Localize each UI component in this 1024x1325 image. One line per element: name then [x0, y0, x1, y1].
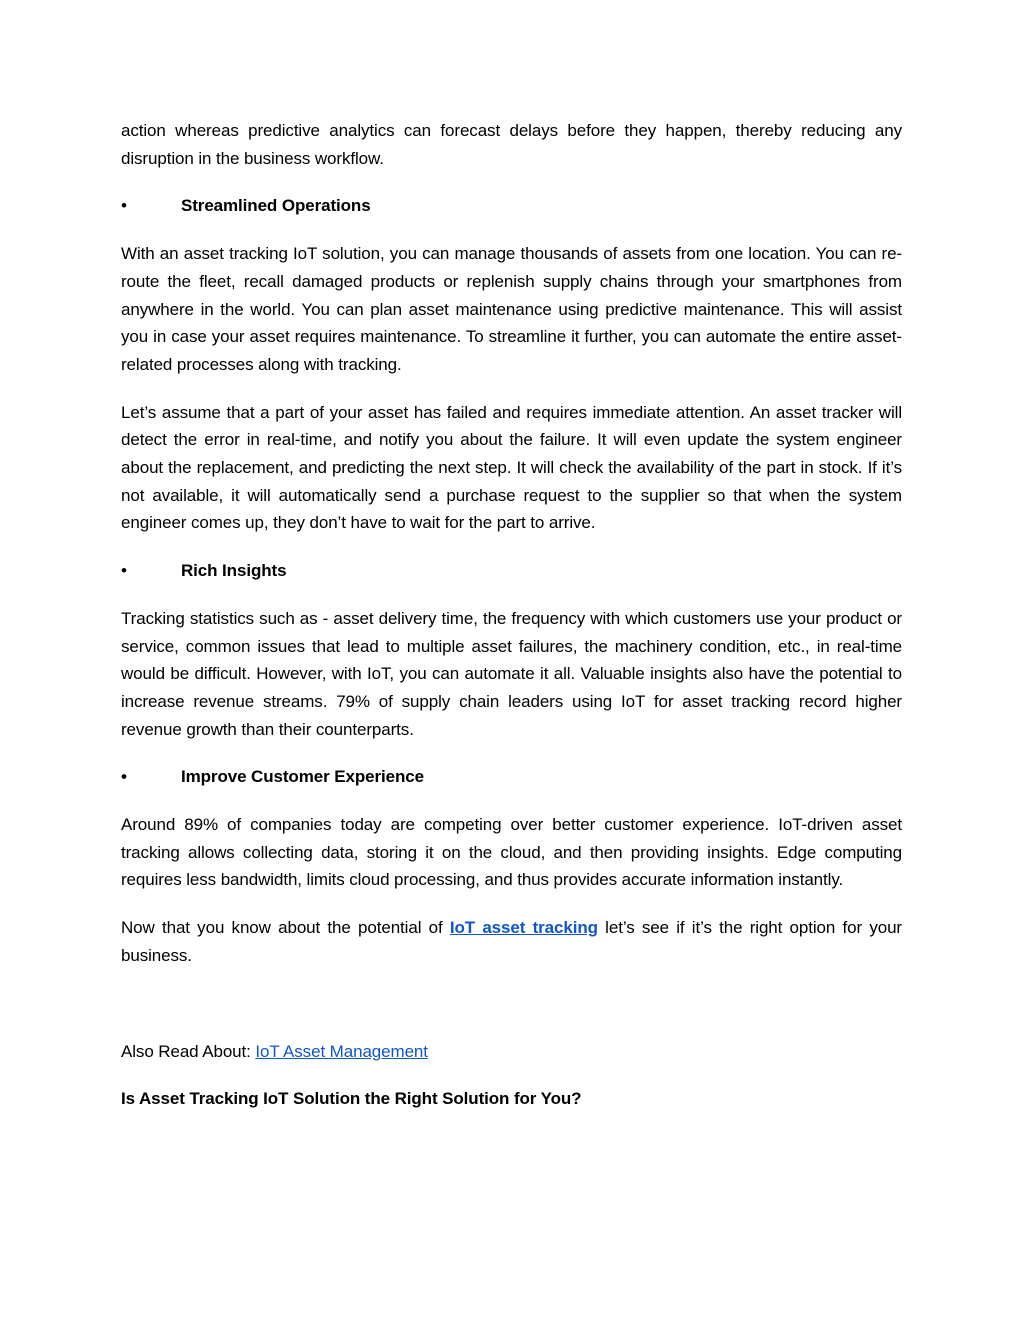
also-read-line	[121, 1038, 902, 1066]
bullet-icon: •	[121, 196, 127, 216]
spacer	[121, 990, 902, 1038]
bullet-customer-experience	[121, 763, 902, 791]
iot-asset-tracking-link[interactable]: IoT asset tracking	[449, 918, 598, 938]
paragraph-streamlined: With an asset tracking IoT solution, you can manage thousands of assets from one location. You can re-route the fleet, recall damaged products or replenish supply chains through your smartphones from anywhere in the world. You can plan asset maintenance using predictive maintenance. This will assist you in case your asset requires maintenance. To streamline it further, you can automate the entire asset-related processes along with tracking.	[121, 244, 902, 374]
bullet-title: Streamlined Operations	[181, 196, 371, 216]
document-page	[121, 117, 902, 1113]
paragraph-iot-link	[121, 914, 902, 969]
bullet-rich-insights	[121, 557, 902, 585]
paragraph-customer-experience: Around 89% of companies today are competing over better customer experience. IoT-driven asset tracking allows collecting data, storing it on the cloud, and then providing insights. Edge computing requires less bandwidth, limits cloud processing, and thus provides accurate information instantly.	[121, 815, 902, 890]
paragraph-example: Let’s assume that a part of your asset has failed and requires immediate attention. An asset tracker will detect the error in real-time, and notify you about the failure. It will even update the system engineer about the replacement, and predicting the next step. It will check the availability of the part in stock. If it’s not available, it will automatically send a purchase request to the supplier so that when the system engineer comes up, they don’t have to wait for the part to arrive.	[121, 402, 902, 533]
iot-asset-management-link[interactable]: IoT Asset Management	[255, 1041, 428, 1061]
paragraph-intro: action whereas predictive analytics can forecast delays before they happen, thereby reducing any disruption in the business workflow.	[121, 121, 902, 168]
bullet-title: Improve Customer Experience	[181, 767, 424, 787]
paragraph-text-after: let’s see if it’s the right option for your business.	[121, 918, 902, 965]
paragraph-text-before: Now that you know about the potential of	[121, 918, 450, 938]
section-heading: Is Asset Tracking IoT Solution the Right Solution for You?	[121, 1089, 582, 1109]
bullet-icon: •	[121, 561, 127, 581]
bullet-title: Rich Insights	[181, 561, 287, 581]
bullet-streamlined-operations	[121, 192, 902, 220]
also-read-label: Also Read About:	[121, 1041, 256, 1061]
bullet-icon: •	[121, 767, 127, 787]
paragraph-insights: Tracking statistics such as - asset delivery time, the frequency with which customers use your product or service, common issues that lead to multiple asset failures, the machinery condition, etc., in real-time would be difficult. However, with IoT, you can automate it all. Valuable insights also have the potential to increase revenue streams. 79% of supply chain leaders using IoT for asset tracking record higher revenue growth than their counterparts.	[121, 608, 902, 739]
